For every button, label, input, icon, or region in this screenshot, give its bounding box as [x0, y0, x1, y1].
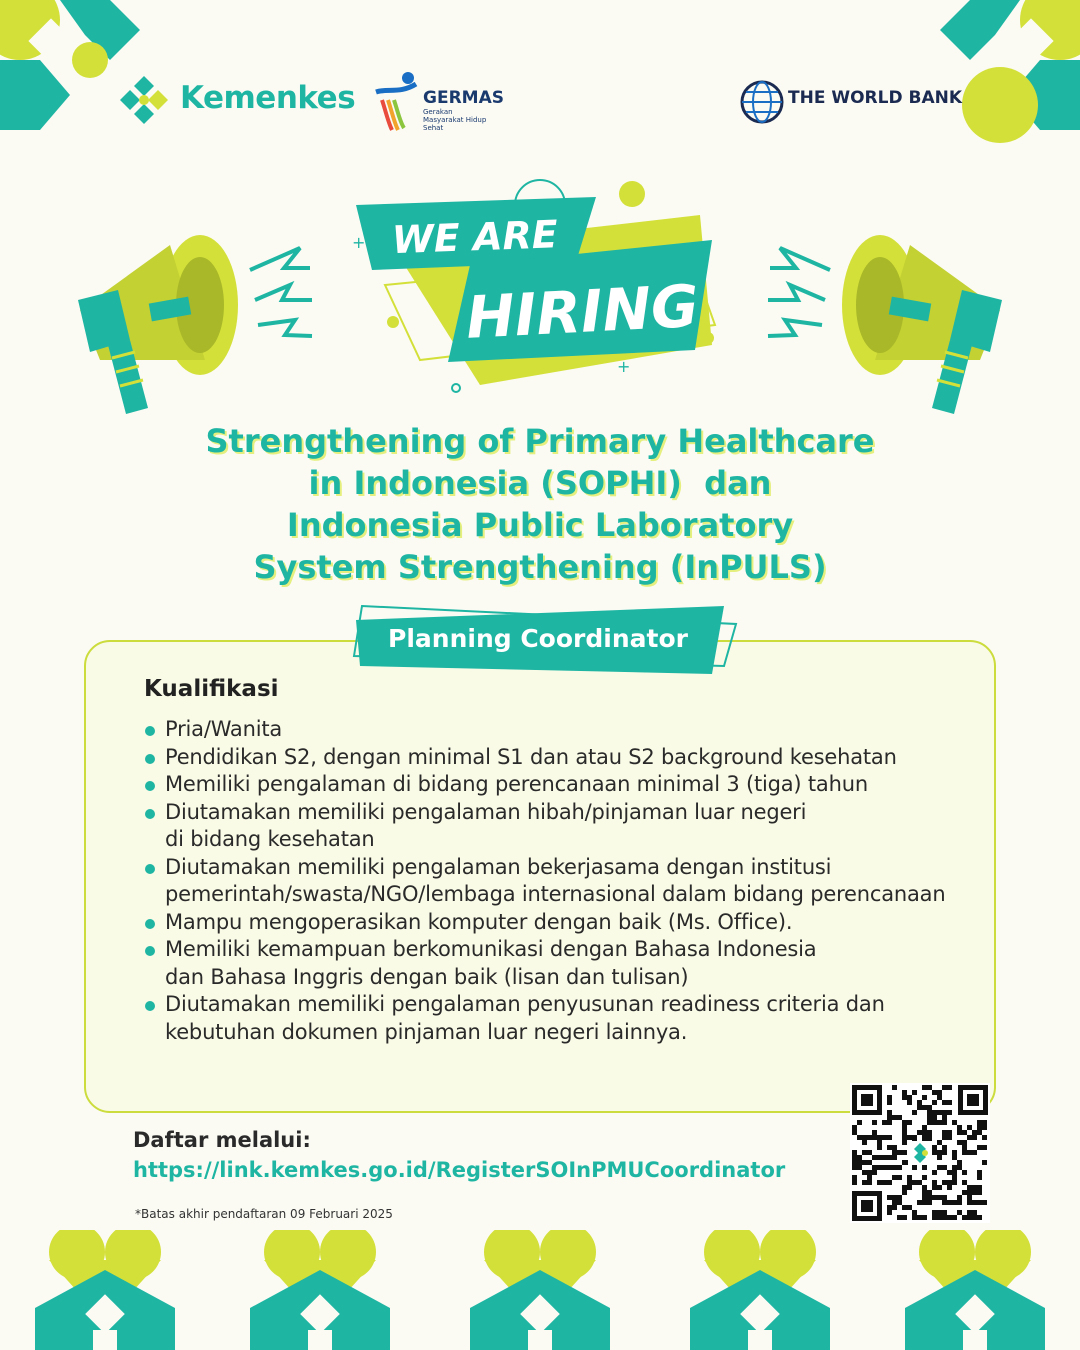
program-title-line-1: Strengthening of Primary Healthcare: [205, 422, 875, 460]
corner-decoration-top-right: [930, 0, 1080, 145]
program-title-line-4: System Strengthening (InPULS): [253, 548, 827, 586]
kemenkes-wordmark: Kemenkes: [180, 80, 356, 116]
hiring-illustration: [0, 150, 1080, 420]
hero-line-hiring: HIRING: [464, 271, 701, 352]
svg-text:+: +: [617, 357, 631, 376]
qr-code[interactable]: [850, 1083, 990, 1223]
world-bank-wordmark: THE WORLD BANK: [788, 88, 963, 108]
svg-text:+: +: [352, 233, 366, 252]
program-title-line-2: in Indonesia (SOPHI) dan: [308, 464, 772, 502]
qualifications-list: [143, 716, 993, 1046]
register-label: Daftar melalui:: [133, 1128, 311, 1152]
qualification-item: Memiliki pengalaman di bidang perencanaan minimal 3 (tiga) tahun: [143, 771, 993, 799]
qualification-item: Pria/Wanita: [143, 716, 993, 744]
germas-wordmark: GERMAS: [423, 88, 504, 108]
germas-logo-icon: [372, 70, 422, 132]
qualifications-heading: Kualifikasi: [144, 676, 279, 702]
qualification-item: Diutamakan memiliki pengalaman penyusunan readiness criteria dan kebutuhan dokumen pinjaman luar negeri lainnya.: [143, 991, 993, 1046]
qualification-item: Diutamakan memiliki pengalaman hibah/pinjaman luar negeri di bidang kesehatan: [143, 799, 993, 854]
footer-pattern: [0, 1230, 1080, 1350]
world-bank-globe-icon: [740, 80, 784, 124]
qualification-item: Pendidikan S2, dengan minimal S1 dan atau S2 background kesehatan: [143, 744, 993, 772]
qualification-item: Mampu mengoperasikan komputer dengan baik (Ms. Office).: [143, 909, 993, 937]
program-title: [120, 420, 960, 588]
position-title: Planning Coordinator: [388, 624, 688, 653]
program-title-line-3: Indonesia Public Laboratory: [286, 506, 794, 544]
qualification-item: Memiliki kemampuan berkomunikasi dengan Bahasa Indonesia dan Bahasa Inggris dengan baik (lisan dan tulisan): [143, 936, 993, 991]
hero-line-we-are: WE ARE: [391, 212, 559, 263]
kemenkes-logo-icon: [118, 74, 170, 126]
deadline-note: *Batas akhir pendaftaran 09 Februari 2025: [135, 1207, 393, 1221]
qualification-item: Diutamakan memiliki pengalaman bekerjasama dengan institusi pemerintah/swasta/NGO/lembaga internasional dalam bidang perencanaan: [143, 854, 993, 909]
germas-tagline: Gerakan Masyarakat Hidup Sehat: [423, 108, 487, 132]
register-link[interactable]: https://link.kemkes.go.id/RegisterSOInPMUCoordinator: [133, 1158, 786, 1182]
